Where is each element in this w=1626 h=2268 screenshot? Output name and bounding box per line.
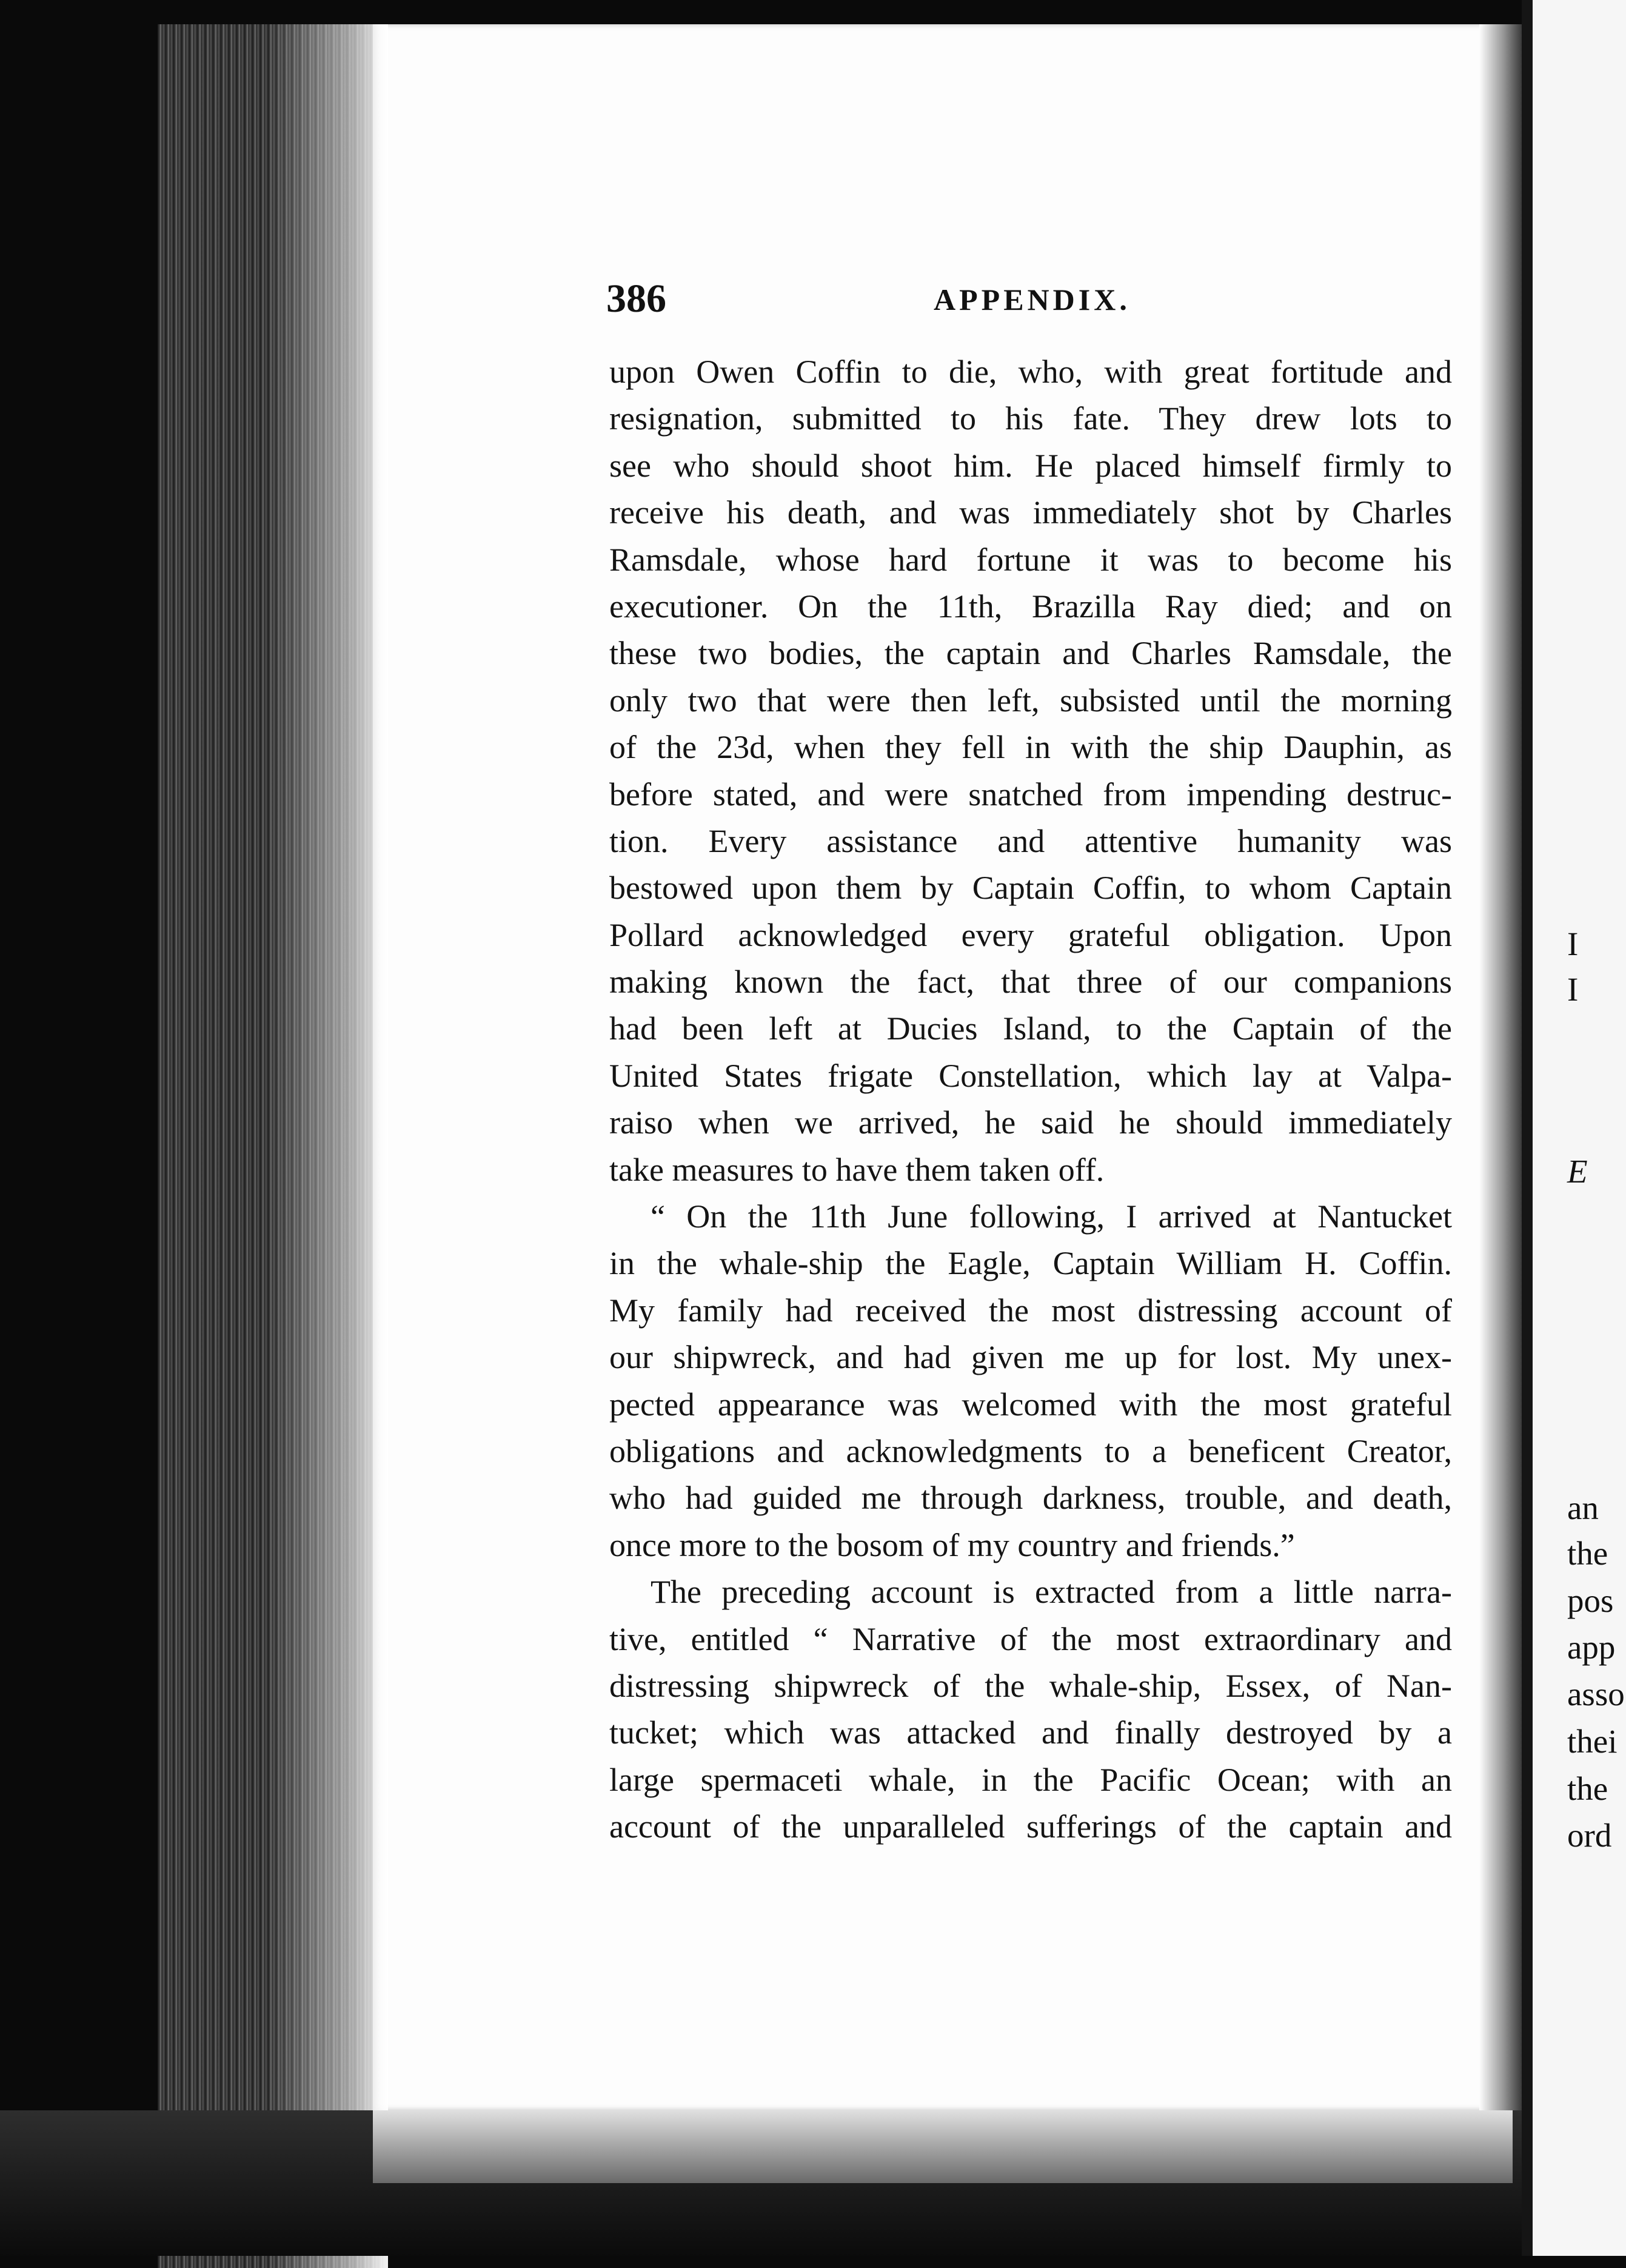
facing-page-fragment: the [1567,1770,1608,1807]
facing-page-fragment: E [1567,1153,1588,1190]
text-line: Ramsdale, whose hard fortune it was to become his [609,541,1452,578]
text-line: see who should shoot him. He placed himself firmly to [609,447,1452,484]
text-line: pected appearance was welcomed with the most grateful [609,1386,1452,1423]
facing-page-fragment: ord [1567,1817,1612,1854]
text-line: our shipwreck, and had given me up for lost. My unex- [609,1339,1452,1376]
text-line: My family had received the most distressing account of [609,1292,1452,1329]
facing-page-fragment: I [1567,971,1579,1008]
text-line: these two bodies, the captain and Charles Ramsdale, the [609,635,1452,672]
text-line: only two that were then left, subsisted until the morning [609,682,1452,719]
text-line: executioner. On the 11th, Brazilla Ray died; and on [609,588,1452,625]
page-edge-highlight [267,24,388,2268]
body-text [609,349,1452,1851]
text-line: take measures to have them taken off. [609,1151,1105,1188]
page-header [606,276,1443,324]
facing-page-fragment: pos [1567,1582,1614,1619]
text-line: distressing shipwreck of the whale-ship, Essex, of Nan- [609,1667,1452,1704]
text-line: of the 23d, when they fell in with the ship Dauphin, as [609,729,1452,766]
facing-page-fragment: app [1567,1629,1616,1666]
text-line: The preceding account is extracted from a little narra- [651,1574,1452,1611]
running-head: APPENDIX. [934,283,1131,317]
text-line: United States frigate Constellation, which lay at Valpa- [609,1057,1452,1094]
text-line: upon Owen Coffin to die, who, with great fortitude and [609,354,1452,390]
text-line: obligations and acknowledgments to a beneficent Creator, [609,1432,1452,1469]
facing-page-edge [1522,0,1626,2256]
text-line: tucket; which was attacked and finally destroyed by a [609,1714,1452,1751]
facing-page-fragment: asso [1567,1676,1625,1713]
page-number: 386 [606,277,666,321]
text-line: receive his death, and was immediately shot by Charles [609,494,1452,531]
facing-page-fragment: thei [1567,1723,1618,1760]
text-line: large spermaceti whale, in the Pacific Ocean; with an [609,1761,1452,1798]
text-line: resignation, submitted to his fate. They drew lots to [609,400,1452,437]
text-line: who had guided me through darkness, trouble, and death, [609,1480,1452,1517]
text-line: had been left at Ducies Island, to the Captain of the [609,1010,1452,1047]
text-line: account of the unparalleled sufferings of the captain and [609,1808,1452,1845]
text-line: once more to the bosom of my country and friends.” [609,1526,1295,1563]
text-line: in the whale-ship the Eagle, Captain William H. Coffin. [609,1245,1452,1282]
text-line: making known the fact, that three of our companions [609,964,1452,1001]
gutter-shadow [1479,24,1522,2110]
text-line: tion. Every assistance and attentive humanity was [609,822,1452,859]
text-line: bestowed upon them by Captain Coffin, to whom Captain [609,870,1452,907]
text-line: raiso when we arrived, he said he should immediately [609,1104,1452,1141]
text-line: tive, entitled “ Narrative of the most extraordinary and [609,1620,1452,1657]
facing-page-fragment: the [1567,1535,1608,1572]
text-line: Pollard acknowledged every grateful obligation. Upon [609,916,1452,953]
facing-page-fragment: an [1567,1489,1599,1526]
text-line: before stated, and were snatched from impending destruc- [609,776,1452,813]
text-line: “ On the 11th June following, I arrived at Nantucket [651,1198,1452,1235]
facing-page-fragment: I [1567,925,1579,962]
page-bottom-shadow [373,2110,1513,2183]
